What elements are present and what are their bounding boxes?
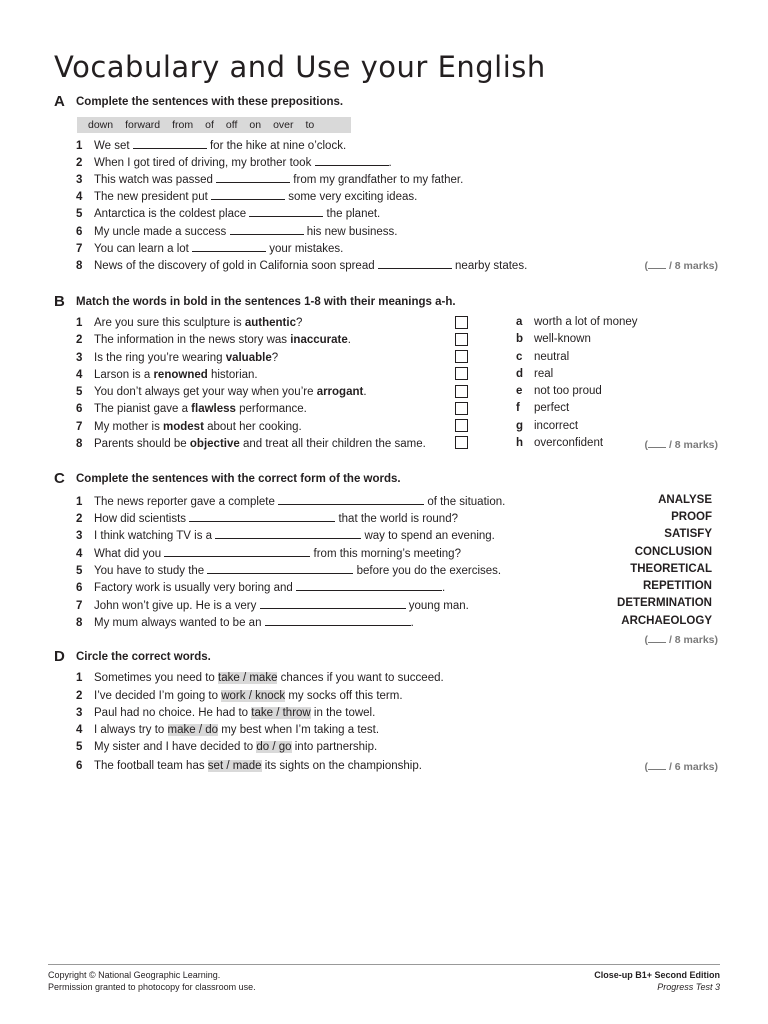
question-text: his new business. bbox=[306, 226, 398, 238]
question-c-5 bbox=[76, 562, 501, 578]
answer-checkbox[interactable] bbox=[455, 419, 468, 432]
question-text: in the towel. bbox=[310, 707, 376, 719]
question-text: My sister and I have decided to bbox=[94, 741, 257, 753]
question-text: John won’t give up. He is a very bbox=[94, 600, 257, 612]
question-number: 2 bbox=[76, 513, 83, 525]
question-text: nearby states. bbox=[455, 260, 528, 272]
question-c-6 bbox=[76, 579, 445, 595]
word-bank-item: from bbox=[172, 119, 194, 131]
word-bank-item: to bbox=[305, 119, 315, 131]
word-choice[interactable]: set / made bbox=[207, 760, 262, 772]
copyright-text: Copyright © National Geographic Learning. bbox=[48, 970, 221, 980]
answer-checkbox[interactable] bbox=[455, 333, 468, 346]
meaning-item bbox=[516, 316, 638, 328]
question-text: The information in the news story was bbox=[94, 334, 291, 346]
question-text: into partnership. bbox=[291, 741, 378, 753]
bold-word: objective bbox=[189, 438, 240, 450]
question-text: Factory work is usually very boring and bbox=[94, 582, 293, 594]
question-text: News of the discovery of gold in California soon spread bbox=[94, 260, 375, 272]
answer-blank[interactable] bbox=[207, 562, 353, 574]
marks-blank[interactable] bbox=[648, 633, 666, 643]
word-bank-item: off bbox=[225, 119, 238, 131]
section-a-letter: A bbox=[54, 93, 65, 110]
marks-label: / 8 marks) bbox=[668, 439, 718, 451]
meaning-text: overconfident bbox=[534, 437, 604, 449]
question-text: Sometimes you need to bbox=[94, 672, 219, 684]
meaning-item bbox=[516, 385, 602, 397]
question-c-2 bbox=[76, 510, 458, 526]
question-text: . bbox=[363, 386, 367, 398]
question-number: 6 bbox=[76, 226, 83, 238]
question-text: I think watching TV is a bbox=[94, 530, 213, 542]
answer-blank[interactable] bbox=[249, 205, 323, 217]
question-text: my socks off this term. bbox=[285, 690, 403, 702]
question-text: This watch was passed bbox=[94, 174, 213, 186]
question-d-5 bbox=[76, 739, 377, 755]
question-b-4 bbox=[76, 367, 258, 383]
question-b-7 bbox=[76, 419, 302, 435]
word-bank-item: down bbox=[88, 119, 114, 131]
meaning-letter: b bbox=[516, 333, 524, 345]
question-text: . bbox=[410, 617, 414, 629]
question-number: 4 bbox=[76, 191, 83, 203]
question-text: When I got tired of driving, my brother took bbox=[94, 157, 312, 169]
question-text: historian. bbox=[207, 369, 258, 381]
word-choice[interactable]: take / throw bbox=[251, 707, 311, 719]
question-a-6 bbox=[76, 223, 398, 239]
meaning-text: incorrect bbox=[534, 420, 579, 432]
keyword: PROOF bbox=[671, 511, 712, 523]
keyword: DETERMINATION bbox=[617, 597, 712, 609]
page-title: Vocabulary and Use your English bbox=[54, 50, 546, 84]
question-number: 2 bbox=[76, 157, 83, 169]
keyword: CONCLUSION bbox=[634, 546, 712, 558]
meaning-text: not too proud bbox=[534, 385, 602, 397]
question-number: 2 bbox=[76, 690, 83, 702]
question-text: You don’t always get your way when you’re bbox=[94, 386, 317, 398]
marks-open: ( bbox=[644, 260, 649, 272]
meaning-text: worth a lot of money bbox=[534, 316, 638, 328]
question-text: Larson is a bbox=[94, 369, 154, 381]
question-text: my best when I’m taking a test. bbox=[218, 724, 380, 736]
word-choice[interactable]: do / go bbox=[256, 741, 292, 753]
question-text: way to spend an evening. bbox=[364, 530, 495, 542]
bold-word: modest bbox=[163, 421, 204, 433]
question-text: some very exciting ideas. bbox=[288, 191, 418, 203]
question-number: 3 bbox=[76, 352, 83, 364]
marks-blank[interactable] bbox=[648, 760, 666, 770]
question-number: 8 bbox=[76, 260, 83, 272]
question-text: My mother is bbox=[94, 421, 164, 433]
question-number: 3 bbox=[76, 707, 83, 719]
answer-blank[interactable] bbox=[164, 545, 310, 557]
question-a-5 bbox=[76, 205, 380, 221]
answer-blank[interactable] bbox=[192, 240, 266, 252]
question-text: chances if you want to succeed. bbox=[277, 672, 444, 684]
question-d-1 bbox=[76, 670, 444, 686]
section-c-letter: C bbox=[54, 470, 65, 487]
answer-blank[interactable] bbox=[133, 137, 207, 149]
book-title: Close-up B1+ Second Edition bbox=[594, 970, 720, 980]
section-d-marks bbox=[645, 760, 718, 773]
question-text: the planet. bbox=[326, 208, 381, 220]
answer-checkbox[interactable] bbox=[455, 316, 468, 329]
word-choice[interactable]: take / make bbox=[218, 672, 278, 684]
question-a-8 bbox=[76, 257, 527, 273]
question-number: 7 bbox=[76, 600, 83, 612]
footer-left bbox=[48, 969, 256, 993]
meaning-letter: e bbox=[516, 385, 523, 397]
question-b-8 bbox=[76, 436, 426, 452]
question-number: 1 bbox=[76, 317, 83, 329]
answer-blank[interactable] bbox=[315, 154, 389, 166]
question-c-4 bbox=[76, 545, 461, 561]
question-number: 6 bbox=[76, 582, 83, 594]
section-b-letter: B bbox=[54, 293, 65, 310]
meaning-text: well-known bbox=[534, 333, 591, 345]
bold-word: inaccurate bbox=[290, 334, 348, 346]
question-number: 3 bbox=[76, 174, 83, 186]
question-b-6 bbox=[76, 401, 307, 417]
section-d-instruction: Circle the correct words. bbox=[76, 651, 211, 663]
bold-word: flawless bbox=[191, 403, 236, 415]
question-text: What did you bbox=[94, 548, 162, 560]
question-text: from my grandfather to my father. bbox=[293, 174, 464, 186]
answer-blank[interactable] bbox=[211, 188, 285, 200]
question-number: 1 bbox=[76, 672, 83, 684]
question-text: its sights on the championship. bbox=[261, 760, 422, 772]
answer-blank[interactable] bbox=[216, 171, 290, 183]
question-d-6 bbox=[76, 758, 422, 774]
marks-label: / 8 marks) bbox=[668, 260, 718, 272]
marks-blank[interactable] bbox=[648, 259, 666, 269]
question-b-1 bbox=[76, 315, 302, 331]
answer-blank[interactable] bbox=[215, 527, 361, 539]
question-a-1 bbox=[76, 137, 346, 153]
question-a-3 bbox=[76, 171, 463, 187]
meaning-item bbox=[516, 420, 578, 432]
question-d-4 bbox=[76, 722, 379, 738]
question-text: about her cooking. bbox=[203, 421, 302, 433]
question-text: and treat all their children the same. bbox=[239, 438, 426, 450]
question-text: young man. bbox=[408, 600, 469, 612]
question-number: 6 bbox=[76, 403, 83, 415]
footer-right bbox=[594, 969, 720, 993]
marks-open: ( bbox=[644, 761, 649, 773]
question-text: Antarctica is the coldest place bbox=[94, 208, 247, 220]
section-c-marks bbox=[645, 633, 718, 646]
section-a-instruction: Complete the sentences with these prepositions. bbox=[76, 96, 344, 108]
question-d-3 bbox=[76, 705, 375, 721]
marks-label: / 8 marks) bbox=[668, 634, 718, 646]
question-number: 1 bbox=[76, 496, 83, 508]
marks-label: / 6 marks) bbox=[668, 761, 718, 773]
answer-checkbox[interactable] bbox=[455, 402, 468, 415]
question-number: 8 bbox=[76, 438, 83, 450]
question-text: How did scientists bbox=[94, 513, 187, 525]
question-number: 5 bbox=[76, 565, 83, 577]
answer-blank[interactable] bbox=[265, 614, 411, 626]
question-number: 5 bbox=[76, 386, 83, 398]
answer-checkbox[interactable] bbox=[455, 385, 468, 398]
question-text: performance. bbox=[235, 403, 307, 415]
answer-blank[interactable] bbox=[230, 223, 304, 235]
question-a-7 bbox=[76, 240, 343, 256]
section-b-marks bbox=[645, 438, 718, 451]
question-c-1 bbox=[76, 493, 505, 509]
question-number: 7 bbox=[76, 421, 83, 433]
question-b-5 bbox=[76, 384, 367, 400]
question-text: Parents should be bbox=[94, 438, 190, 450]
question-a-2 bbox=[76, 154, 392, 170]
question-text: Paul had no choice. He had to bbox=[94, 707, 252, 719]
meaning-item bbox=[516, 333, 591, 345]
footer-divider bbox=[48, 964, 720, 965]
question-text: You have to study the bbox=[94, 565, 205, 577]
question-number: 4 bbox=[76, 724, 83, 736]
section-b-instruction: Match the words in bold in the sentences 1-8 with their meanings a-h. bbox=[76, 296, 456, 308]
question-number: 3 bbox=[76, 530, 83, 542]
section-c-instruction: Complete the sentences with the correct form of the words. bbox=[76, 473, 401, 485]
answer-checkbox[interactable] bbox=[455, 367, 468, 380]
bold-word: arrogant bbox=[316, 386, 364, 398]
question-text: I always try to bbox=[94, 724, 168, 736]
keyword: REPETITION bbox=[642, 580, 712, 592]
meaning-item bbox=[516, 368, 553, 380]
marks-open: ( bbox=[644, 634, 649, 646]
keyword: SATISFY bbox=[664, 528, 712, 540]
question-c-3 bbox=[76, 527, 495, 543]
question-text: The new president put bbox=[94, 191, 208, 203]
meaning-text: real bbox=[534, 368, 554, 380]
meaning-letter: c bbox=[516, 351, 523, 363]
meaning-text: neutral bbox=[534, 351, 570, 363]
question-text: My uncle made a success bbox=[94, 226, 227, 238]
keyword: ANALYSE bbox=[658, 494, 712, 506]
question-b-3 bbox=[76, 350, 278, 366]
question-text: . bbox=[388, 157, 392, 169]
answer-blank[interactable] bbox=[278, 493, 424, 505]
question-text: from this morning’s meeting? bbox=[313, 548, 461, 560]
answer-checkbox[interactable] bbox=[455, 350, 468, 363]
meaning-item bbox=[516, 437, 603, 449]
meaning-text: perfect bbox=[534, 402, 570, 414]
word-choice[interactable]: make / do bbox=[167, 724, 218, 736]
question-number: 2 bbox=[76, 334, 83, 346]
question-text: Are you sure this sculpture is bbox=[94, 317, 245, 329]
question-text: We set bbox=[94, 140, 130, 152]
question-number: 5 bbox=[76, 208, 83, 220]
word-choice[interactable]: work / knock bbox=[221, 690, 286, 702]
question-number: 6 bbox=[76, 760, 83, 772]
question-b-2 bbox=[76, 332, 351, 348]
question-number: 7 bbox=[76, 243, 83, 255]
meaning-letter: f bbox=[516, 402, 520, 414]
bold-word: valuable bbox=[225, 352, 272, 364]
word-bank bbox=[77, 117, 351, 133]
meaning-letter: g bbox=[516, 420, 524, 432]
meaning-letter: h bbox=[516, 437, 524, 449]
marks-open: ( bbox=[644, 439, 649, 451]
word-bank-item: on bbox=[249, 119, 262, 131]
word-bank-item: of bbox=[205, 119, 214, 131]
meaning-item bbox=[516, 351, 569, 363]
question-text: Is the ring you’re wearing bbox=[94, 352, 226, 364]
question-a-4 bbox=[76, 188, 417, 204]
answer-blank[interactable] bbox=[189, 510, 335, 522]
question-text: ? bbox=[271, 352, 279, 364]
question-text: . bbox=[441, 582, 446, 594]
question-number: 4 bbox=[76, 369, 83, 381]
keyword: THEORETICAL bbox=[630, 563, 712, 575]
permission-text: Permission granted to photocopy for classroom use. bbox=[48, 982, 256, 992]
answer-blank[interactable] bbox=[260, 597, 406, 609]
question-text: You can learn a lot bbox=[94, 243, 189, 255]
test-name: Progress Test 3 bbox=[657, 982, 720, 992]
question-text: that the world is round? bbox=[338, 513, 458, 525]
question-text: before you do the exercises. bbox=[356, 565, 502, 577]
question-text: . bbox=[347, 334, 351, 346]
section-d-letter: D bbox=[54, 648, 65, 665]
meaning-letter: a bbox=[516, 316, 523, 328]
question-text: My mum always wanted to be an bbox=[94, 617, 262, 629]
word-bank-item: forward bbox=[125, 119, 161, 131]
question-number: 4 bbox=[76, 548, 83, 560]
question-text: for the hike at nine o’clock. bbox=[209, 140, 347, 152]
question-number: 8 bbox=[76, 617, 83, 629]
question-c-7 bbox=[76, 597, 469, 613]
bold-word: renowned bbox=[153, 369, 208, 381]
question-d-2 bbox=[76, 688, 403, 704]
meaning-letter: d bbox=[516, 368, 524, 380]
answer-checkbox[interactable] bbox=[455, 436, 468, 449]
marks-blank[interactable] bbox=[648, 438, 666, 448]
question-c-8 bbox=[76, 614, 414, 630]
word-bank-item: over bbox=[273, 119, 294, 131]
question-text: The football team has bbox=[94, 760, 208, 772]
question-number: 1 bbox=[76, 140, 83, 152]
answer-blank[interactable] bbox=[296, 579, 442, 591]
keyword: ARCHAEOLOGY bbox=[621, 615, 712, 627]
question-text: of the situation. bbox=[427, 496, 506, 508]
answer-blank[interactable] bbox=[378, 257, 452, 269]
question-number: 5 bbox=[76, 741, 83, 753]
question-text: I’ve decided I’m going to bbox=[94, 690, 222, 702]
question-text: The news reporter gave a complete bbox=[94, 496, 275, 508]
bold-word: authentic bbox=[244, 317, 296, 329]
meaning-item bbox=[516, 402, 569, 414]
question-text: The pianist gave a bbox=[94, 403, 192, 415]
question-text: ? bbox=[295, 317, 303, 329]
section-a-marks bbox=[645, 259, 718, 272]
question-text: your mistakes. bbox=[269, 243, 344, 255]
